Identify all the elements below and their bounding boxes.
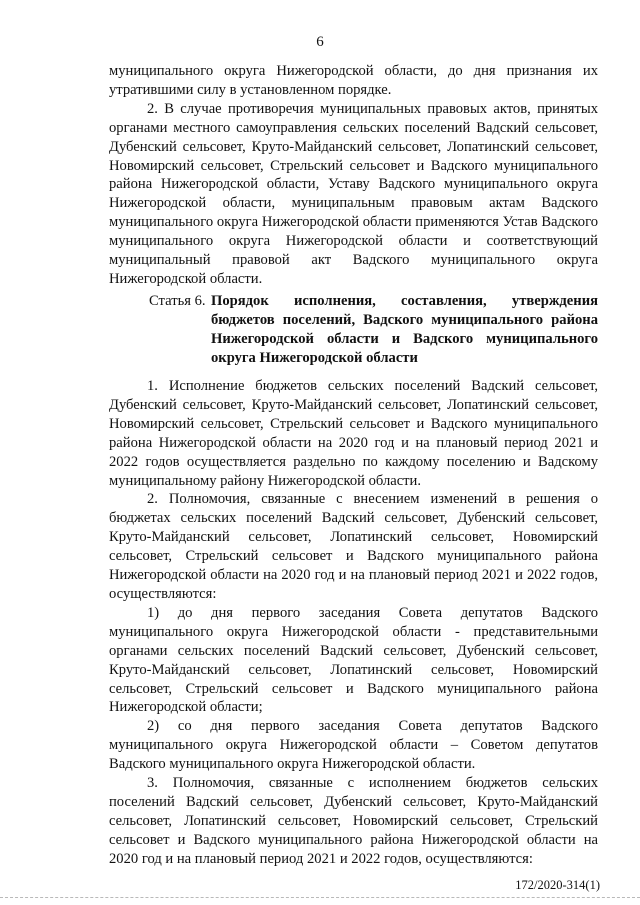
subparagraph-2: 2) со дня первого заседания Совета депутатов Вадского муниципального округа Нижегородской области – Советом депутатов Вадского муниципального округа Нижегородской области. <box>109 718 598 773</box>
article-title: Порядок исполнения, составления, утверждения бюджетов поселений, Вадского муниципального района Нижегородской области и Вадского муниципального округа Нижегородской области <box>211 293 598 366</box>
document-code: 172/2020-314(1) <box>515 878 600 892</box>
paragraph-continuation: муниципального округа Нижегородской области, до дня признания их утратившими силу в установленном порядке. <box>109 63 598 98</box>
text-block-top <box>109 62 598 289</box>
paragraph-2: 2. В случае противоречия муниципальных правовых актов, принятых органами местного самоуправления сельских поселений Вадский сельсовет, Дубенский сельсовет, Круто-Майданский сельсовет, Лопатинский сельсовет, Новомирский сельсовет, Стрельский сельсовет и Вадского муниципального района Нижегородской области, Уставу Вадского муниципального округа Нижегородской области, муниципальным правовым актам Вадского муниципального округа Нижегородской области применяются Устав Вадского муниципального округа Нижегородской области и соответствующий муниципальный правовой акт Вадского муниципального округа Нижегородской области. <box>109 100 598 287</box>
paragraph-2: 2. Полномочия, связанные с внесением изменений в решения о бюджетах сельских поселений Вадский сельсовет, Дубенский сельсовет, Круто-Майданский сельсовет, Лопатинский сельсовет, Новомирский сельсовет, Стрельский сельсовет и Вадского муниципального района Нижегородской области на 2020 год и на плановый период 2021 и 2022 годов, осуществляются: <box>109 491 598 602</box>
scan-edge-divider <box>0 897 640 905</box>
text-block-main <box>109 377 598 869</box>
paragraph-1: 1. Исполнение бюджетов сельских поселений Вадский сельсовет, Дубенский сельсовет, Круто-Майданский сельсовет, Лопатинский сельсовет, Новомирский сельсовет, Стрельский сельсовет и Вадского муниципального района Нижегородской области на 2020 год и на плановый период 2021 и 2022 годов осуществляется раздельно по каждому поселению и Вадскому муниципальному району Нижегородской области. <box>109 378 598 489</box>
page-number: 6 <box>316 34 324 50</box>
article-label: Статья 6. <box>149 293 206 309</box>
article-heading <box>149 292 598 368</box>
paragraph-3: 3. Полномочия, связанные с исполнением бюджетов сельских поселений Вадский сельсовет, Дубенский сельсовет, Круто-Майданский сельсовет, Лопатинский сельсовет, Новомирский сельсовет, Стрельский сельсовет и Вадского муниципального района Нижегородской области на 2020 год и на плановый период 2021 и 2022 годов, осуществляются: <box>109 775 598 867</box>
subparagraph-1: 1) до дня первого заседания Совета депутатов Вадского муниципального округа Нижегородской области - представительными органами сельских поселений Вадский сельсовет, Дубенский сельсовет, Круто-Майданский сельсовет, Лопатинский сельсовет, Новомирский сельсовет, Стрельский сельсовет и Вадского муниципального района Нижегородской области; <box>109 604 598 716</box>
